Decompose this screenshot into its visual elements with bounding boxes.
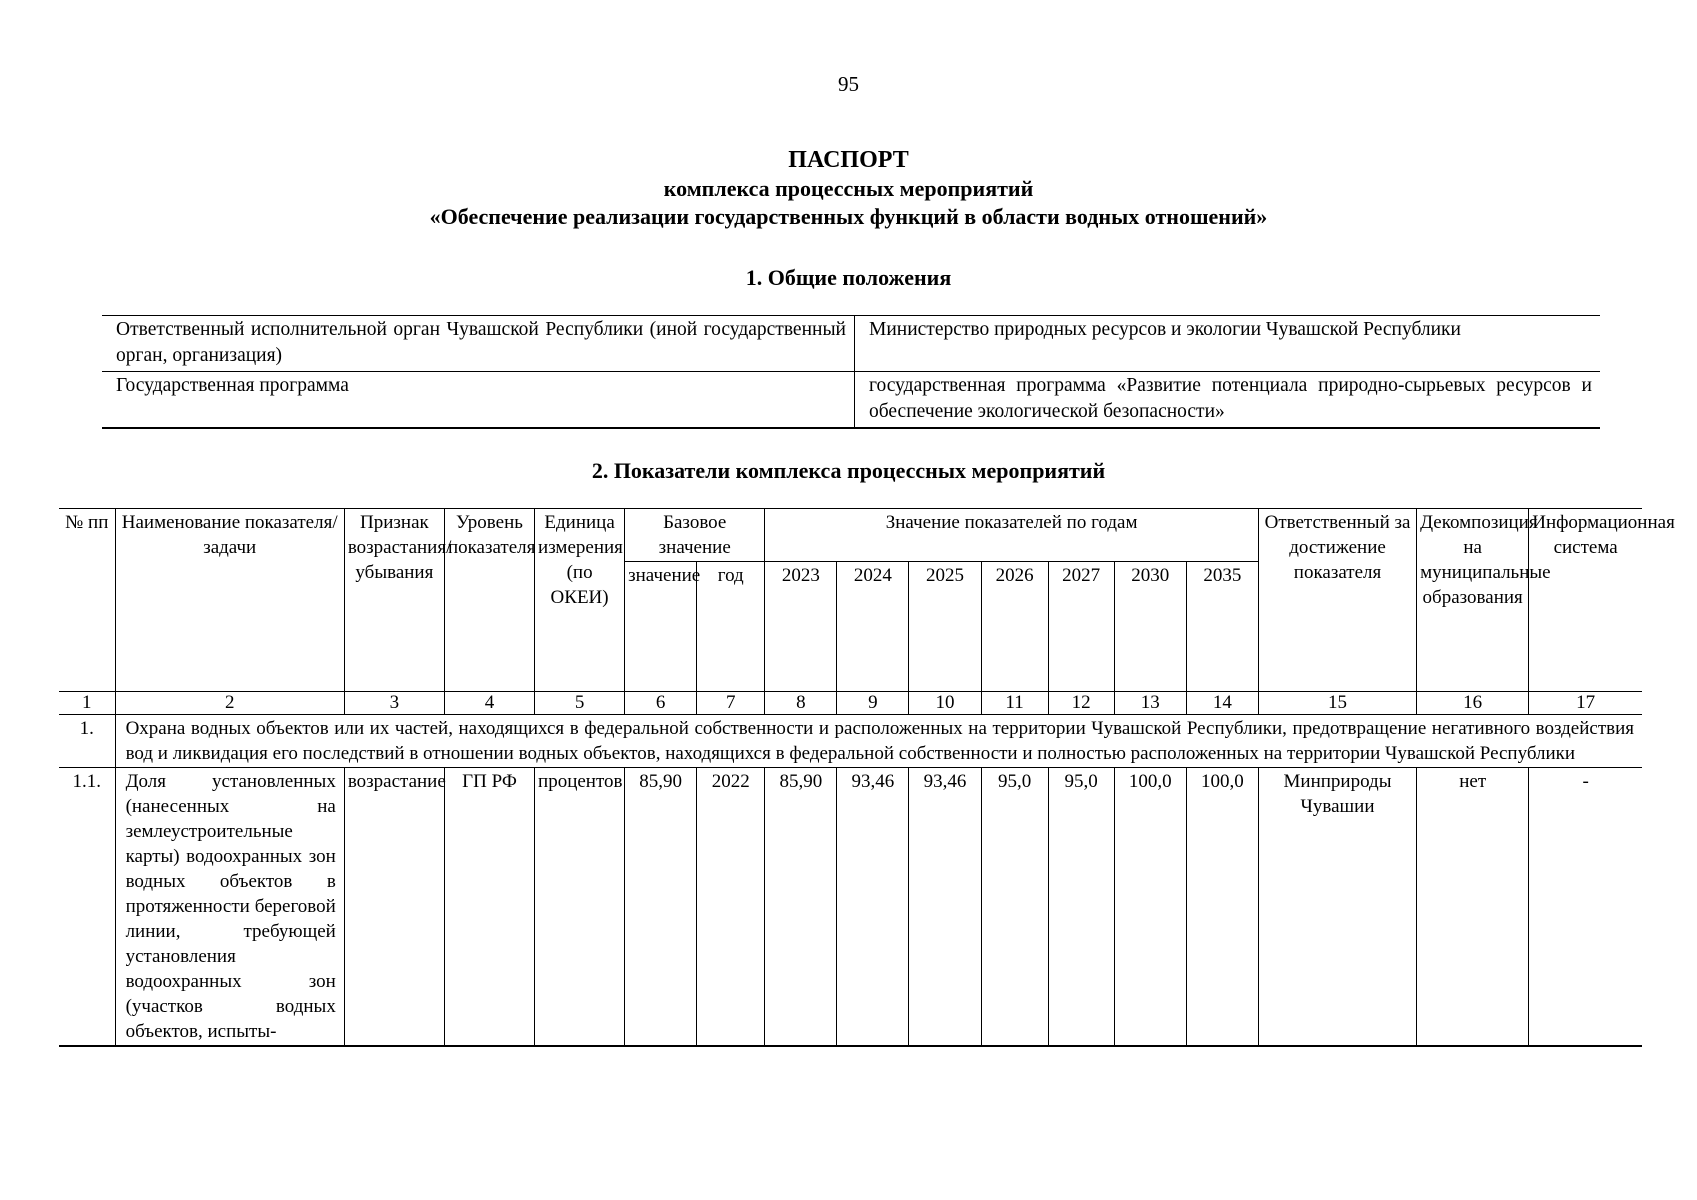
task-row	[59, 715, 1642, 768]
general-row	[102, 372, 1600, 429]
header-year: 2035	[1186, 562, 1258, 692]
column-number: 1	[59, 692, 115, 715]
header-base-year: год	[697, 562, 765, 692]
year-value: 100,0	[1114, 768, 1186, 1047]
page-number: 95	[838, 72, 859, 96]
column-number: 8	[765, 692, 837, 715]
task-text: Охрана водных объектов или их частей, находящихся в федеральной собственности и расположенных на территории Чувашской Республики, предотвращение негативного воздействия вод и ликвидация его последствий в отношении водных объектов, находящихся в федеральной собственности и полностью расположенных на территории Чувашской Республики	[115, 715, 1642, 768]
column-number: 9	[837, 692, 909, 715]
header-sign: Признак возрастания/ убывания	[344, 509, 444, 692]
year-value: 95,0	[981, 768, 1048, 1047]
header-base-value: значение	[625, 562, 697, 692]
header-responsible: Ответственный за достижение показателя	[1258, 509, 1416, 692]
column-number: 11	[981, 692, 1048, 715]
document-title	[0, 145, 1697, 231]
indicators-table	[59, 508, 1675, 1047]
header-name: Наименование показателя/задачи	[115, 509, 344, 692]
header-num: № пп	[59, 509, 115, 692]
title-line-3: «Обеспечение реализации государственных функций в области водных отношений»	[429, 204, 1268, 229]
indicator-level: ГП РФ	[444, 768, 534, 1047]
section-2-heading: 2. Показатели комплекса процессных мероприятий	[591, 458, 1106, 483]
title-line-2: комплекса процессных мероприятий	[663, 176, 1034, 201]
column-number: 14	[1186, 692, 1258, 715]
header-year: 2025	[909, 562, 981, 692]
header-year: 2026	[981, 562, 1048, 692]
task-number: 1.	[59, 715, 115, 768]
title-line-1: ПАСПОРТ	[788, 147, 909, 173]
column-number: 12	[1048, 692, 1114, 715]
indicator-sign: возрастание	[344, 768, 444, 1047]
year-value: 93,46	[837, 768, 909, 1047]
responsible: Минприроды Чувашии	[1258, 768, 1416, 1047]
general-value: государственная программа «Развитие потенциала природно-сырьевых ресурсов и обеспечение экологической безопасности»	[855, 372, 1601, 429]
header-year: 2027	[1048, 562, 1114, 692]
row-number: 1.1.	[59, 768, 115, 1047]
general-label: Ответственный исполнительной орган Чувашской Республики (иной государственный орган, организация)	[102, 316, 855, 372]
header-row	[59, 509, 1642, 562]
column-number: 7	[697, 692, 765, 715]
header-year: 2023	[765, 562, 837, 692]
general-provisions-table	[102, 315, 1600, 429]
column-number: 15	[1258, 692, 1416, 715]
decomposition: нет	[1417, 768, 1529, 1047]
header-year: 2030	[1114, 562, 1186, 692]
general-row	[102, 316, 1600, 372]
column-number: 16	[1417, 692, 1529, 715]
column-numbers-row	[59, 692, 1642, 715]
column-number: 6	[625, 692, 697, 715]
year-value: 100,0	[1186, 768, 1258, 1047]
column-number: 10	[909, 692, 981, 715]
header-decomposition: Декомпозиция на муниципальные образования	[1417, 509, 1529, 692]
column-number: 4	[444, 692, 534, 715]
base-year: 2022	[697, 768, 765, 1047]
section-1-heading: 1. Общие положения	[745, 265, 952, 290]
year-value: 95,0	[1048, 768, 1114, 1047]
header-unit: Единица измерения (по ОКЕИ)	[535, 509, 625, 692]
indicator-row	[59, 768, 1642, 1047]
header-years-group: Значение показателей по годам	[765, 509, 1259, 562]
general-label: Государственная программа	[102, 372, 855, 429]
header-info-system: Информационная система	[1529, 509, 1642, 692]
info-system: -	[1529, 768, 1642, 1047]
column-number: 5	[535, 692, 625, 715]
general-value: Министерство природных ресурсов и экологии Чувашской Республики	[855, 316, 1601, 372]
header-base: Базовое значение	[625, 509, 765, 562]
indicator-name: Доля установленных (нанесенных на землеустроительные карты) водоохранных зон водных объектов в протяженности береговой линии, требующей установления водоохранных зон (участков водных объектов, испыты-	[115, 768, 344, 1047]
year-value: 93,46	[909, 768, 981, 1047]
column-number: 13	[1114, 692, 1186, 715]
column-number: 3	[344, 692, 444, 715]
column-number: 17	[1529, 692, 1642, 715]
year-value: 85,90	[765, 768, 837, 1047]
column-number: 2	[115, 692, 344, 715]
indicator-unit: процентов	[535, 768, 625, 1047]
header-level: Уровень показателя	[444, 509, 534, 692]
header-year: 2024	[837, 562, 909, 692]
base-value: 85,90	[625, 768, 697, 1047]
